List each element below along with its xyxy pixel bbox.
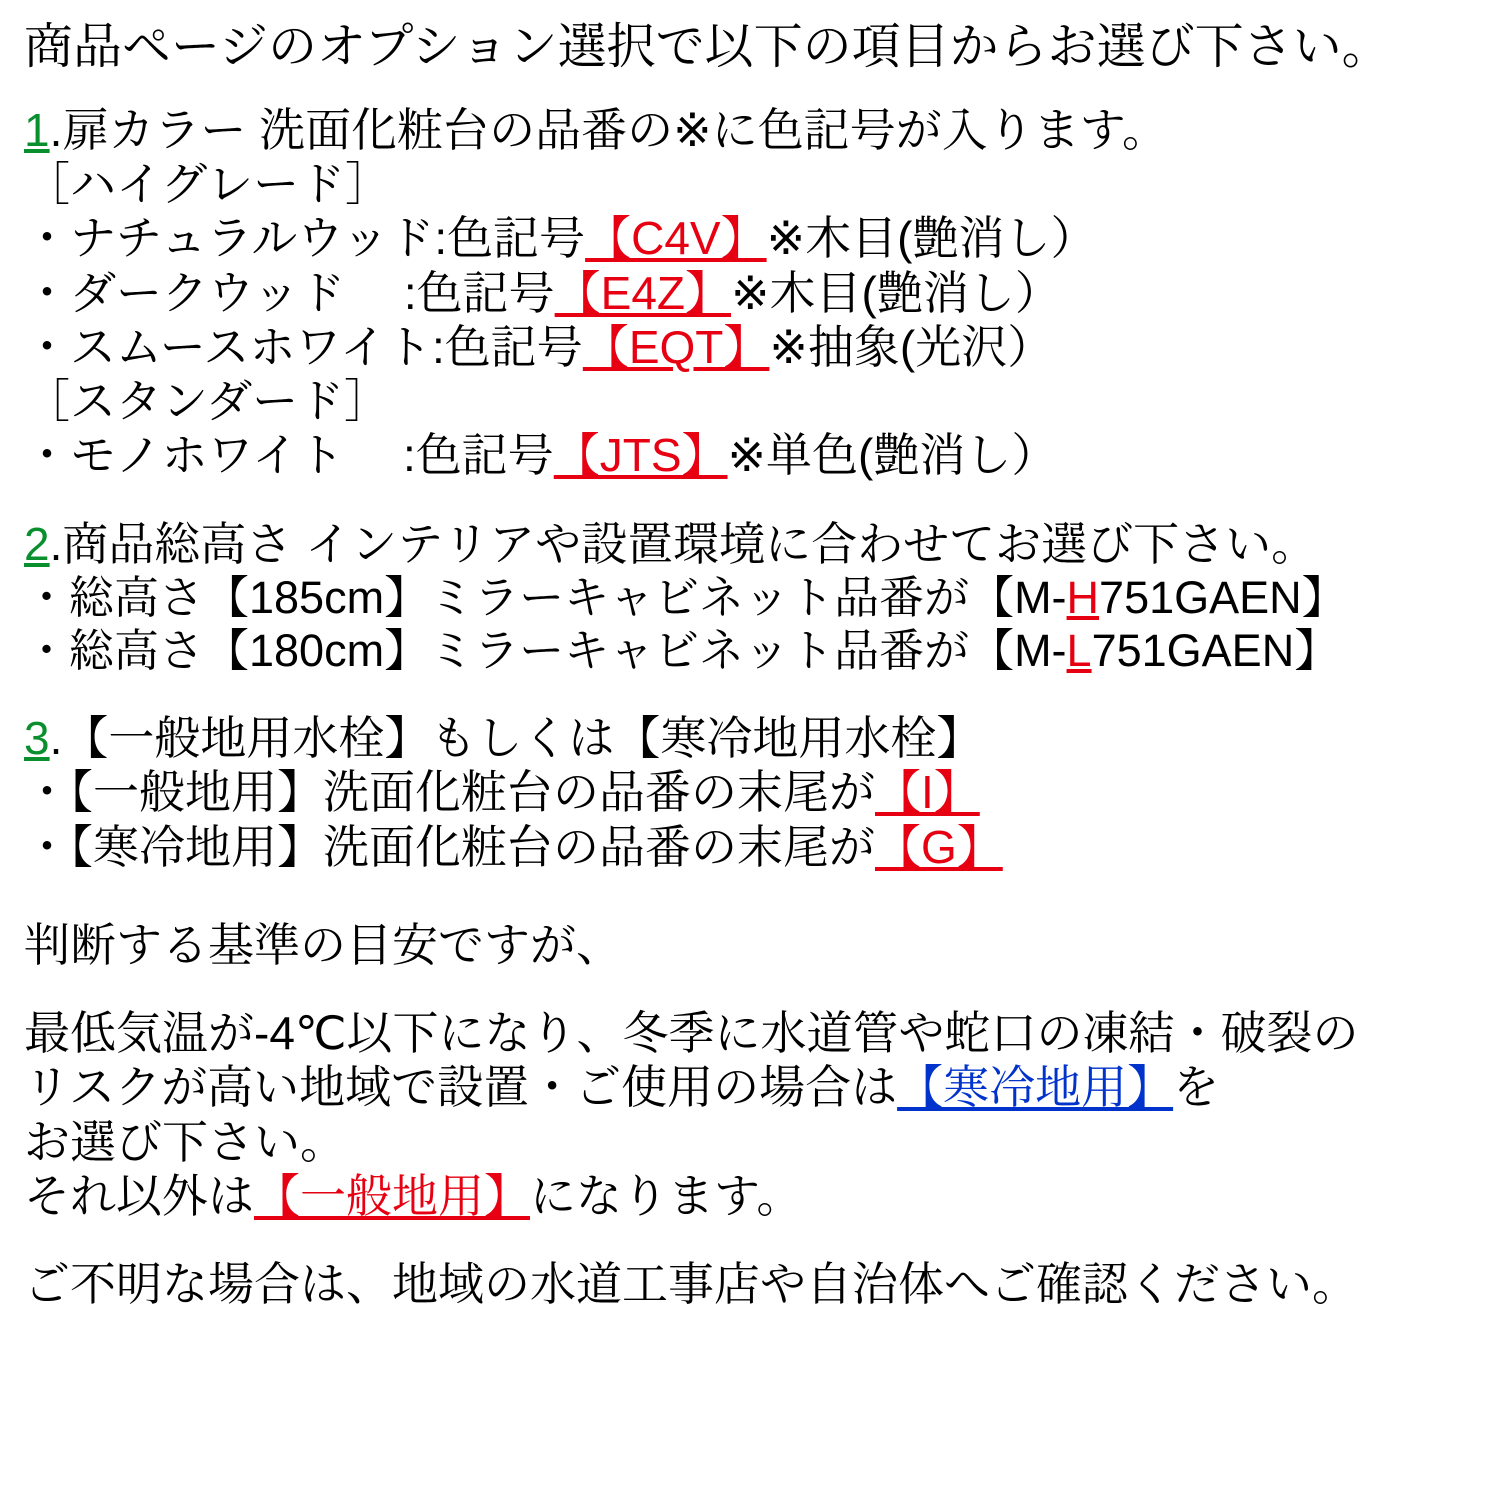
row-pre: ・総高さ【185cm】ミラーキャビネット品番が【M- bbox=[24, 571, 1067, 623]
row-letter: L bbox=[1066, 625, 1092, 677]
section1-item-2 bbox=[24, 320, 1476, 374]
section2-row-0 bbox=[24, 571, 1476, 624]
section3-title: 【一般地用水栓】もしくは【寒冷地用水栓】 bbox=[62, 712, 983, 765]
spacer bbox=[24, 483, 1476, 517]
criteria-line-4 bbox=[24, 1169, 1476, 1223]
item-code: 【C4V】 bbox=[585, 212, 767, 265]
row-pre: ・【一般地用】洗面化粧台の品番の末尾が bbox=[24, 766, 875, 819]
section1-item-3 bbox=[24, 428, 1476, 482]
criteria-line4-post: になります。 bbox=[530, 1169, 803, 1222]
section1-dot: . bbox=[49, 103, 63, 156]
row-letter: H bbox=[1066, 571, 1100, 623]
spacer bbox=[24, 972, 1476, 1006]
section3-number: 3 bbox=[24, 712, 50, 765]
section1-item-1 bbox=[24, 266, 1476, 320]
item-bullet: ・ bbox=[24, 212, 70, 265]
row-pre: ・総高さ【180cm】ミラーキャビネット品番が【M- bbox=[24, 625, 1067, 677]
item-name: モノホワイト :色記号 bbox=[70, 429, 554, 482]
item-code: 【JTS】 bbox=[553, 429, 728, 482]
spacer bbox=[24, 874, 1476, 918]
item-bullet: ・ bbox=[24, 429, 70, 482]
item-note: ※木目(艶消し） bbox=[766, 212, 1097, 265]
item-name: スムースホワイト:色記号 bbox=[70, 320, 583, 373]
section3-row-0 bbox=[24, 765, 1476, 819]
section3-row-1 bbox=[24, 820, 1476, 874]
criteria-cold-region-highlight: 【寒冷地用】 bbox=[897, 1061, 1174, 1114]
criteria-line-3: お選び下さい。 bbox=[24, 1115, 346, 1168]
row-pre: ・【寒冷地用】洗面化粧台の品番の末尾が bbox=[24, 820, 875, 873]
section3-title-line bbox=[24, 711, 1476, 765]
spacer bbox=[24, 677, 1476, 711]
section3-dot: . bbox=[49, 712, 63, 765]
item-bullet: ・ bbox=[24, 266, 70, 319]
criteria-line-2 bbox=[24, 1060, 1476, 1114]
section1-title-line bbox=[24, 103, 1476, 157]
section2-dot: . bbox=[49, 517, 63, 570]
section1-number: 1 bbox=[24, 103, 50, 156]
section1-title: 扉カラー 洗面化粧台の品番の※に色記号が入ります。 bbox=[62, 103, 1169, 156]
item-note: ※木目(艶消し） bbox=[731, 266, 1061, 319]
section1-item-0 bbox=[24, 211, 1476, 265]
item-note: ※単色(艶消し） bbox=[727, 429, 1058, 482]
section2-title-line bbox=[24, 517, 1476, 571]
section1-group-standard: ［スタンダード］ bbox=[24, 375, 391, 428]
row-post: 751GAEN】 bbox=[1091, 625, 1340, 677]
section2-row-1 bbox=[24, 624, 1476, 677]
section2-number: 2 bbox=[24, 517, 50, 570]
criteria-intro: 判断する基準の目安ですが、 bbox=[24, 918, 622, 971]
criteria-line4-pre: それ以外は bbox=[24, 1169, 254, 1222]
item-bullet: ・ bbox=[24, 320, 70, 373]
section1-group-high: ［ハイグレード］ bbox=[24, 158, 392, 211]
item-name: ナチュラルウッド:色記号 bbox=[70, 212, 586, 265]
item-code: 【E4Z】 bbox=[554, 266, 732, 319]
criteria-general-region-highlight: 【一般地用】 bbox=[254, 1169, 530, 1222]
section2-title: 商品総高さ インテリアや設置環境に合わせてお選び下さい。 bbox=[62, 517, 1318, 570]
item-name: ダークウッド :色記号 bbox=[70, 266, 555, 319]
row-code: 【G】 bbox=[875, 820, 1003, 873]
row-post: 751GAEN】 bbox=[1099, 571, 1347, 623]
footer-note: ご不明な場合は、地域の水道工事店や自治体へご確認ください。 bbox=[24, 1258, 1358, 1311]
criteria-line2-pre: リスクが高い地域で設置・ご使用の場合は bbox=[24, 1061, 898, 1114]
criteria-line2-post: を bbox=[1173, 1061, 1220, 1114]
row-code: 【I】 bbox=[875, 766, 980, 819]
criteria-line-1: 最低気温が-4℃以下になり、冬季に水道管や蛇口の凍結・破裂の bbox=[24, 1007, 1359, 1060]
page-title: 商品ページのオプション選択で以下の項目からお選び下さい。 bbox=[24, 20, 1391, 74]
item-note: ※抽象(光沢） bbox=[769, 320, 1054, 373]
spacer bbox=[24, 1223, 1476, 1257]
item-code: 【EQT】 bbox=[582, 320, 770, 373]
